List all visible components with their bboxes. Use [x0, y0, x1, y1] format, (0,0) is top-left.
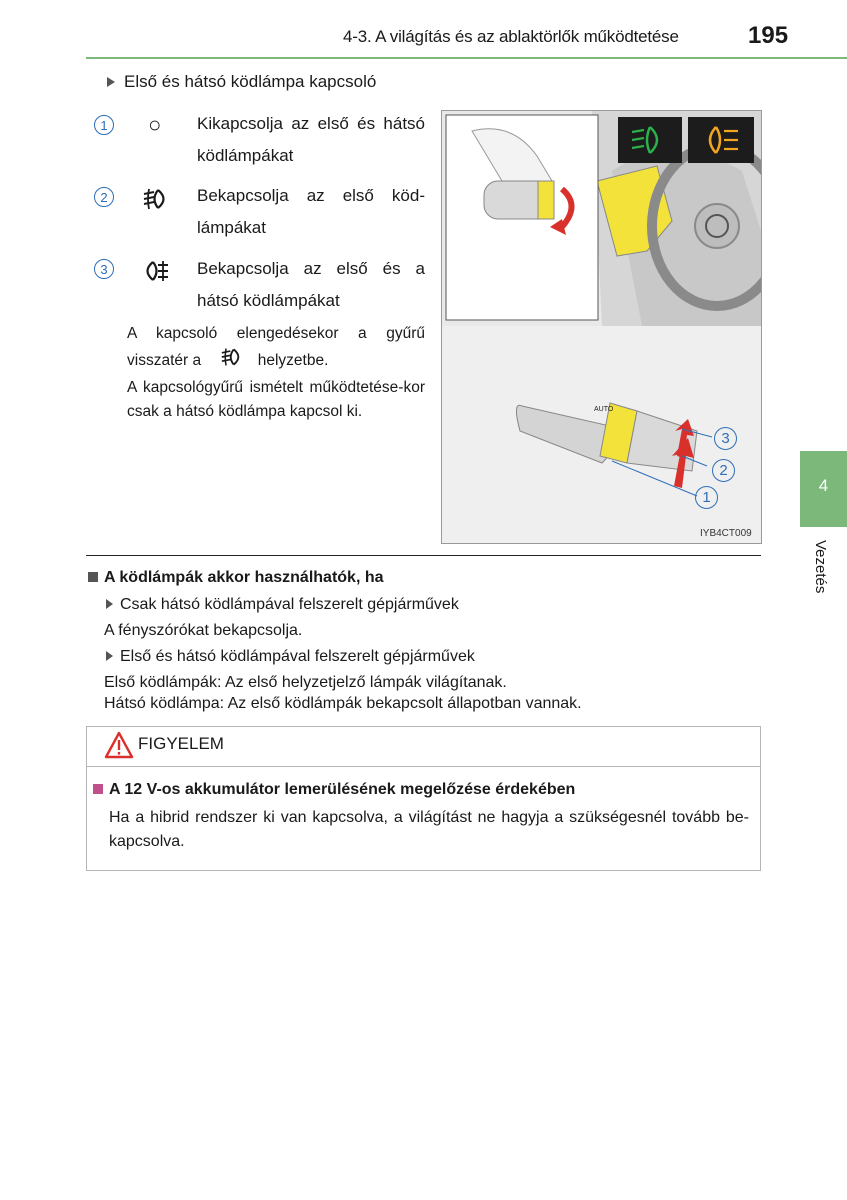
- triangle-bullet-icon: [106, 599, 113, 609]
- release-note: [127, 322, 425, 376]
- callout-2: 2: [712, 459, 735, 482]
- header-rule: [86, 57, 847, 59]
- usage-heading: [88, 569, 384, 587]
- release-note-text-b: helyzetbe.: [257, 352, 329, 370]
- triangle-bullet-icon: [106, 651, 113, 661]
- usage-line-1-text: Csak hátsó ködlámpával felszerelt gépjárművek: [120, 596, 459, 613]
- off-symbol-icon: ○: [148, 112, 162, 137]
- fog-switch-illustration: [441, 110, 762, 544]
- triangle-bullet-icon: [107, 77, 115, 87]
- illustration-code: IYB4CT009: [700, 528, 752, 539]
- usage-line-1: [106, 596, 459, 614]
- item-number-1: 1: [94, 115, 114, 135]
- chapter-label: Vezetés: [812, 540, 829, 594]
- front-fog-icon: [141, 186, 171, 217]
- item-3-text: Bekapcsolja az első és a hátsó ködlámpákat: [197, 259, 425, 310]
- item-1-text: Kikapcsolja az első és hátsó ködlámpákat: [197, 114, 425, 165]
- callout-3: 3: [714, 427, 737, 450]
- warning-heading-text: A 12 V-os akkumulátor lemerülésének megelőzése érdekében: [109, 781, 576, 798]
- repeat-note: A kapcsológyűrű ismételt működtetése-kor csak a hátsó ködlámpa kapcsol ki.: [127, 379, 425, 420]
- usage-line-4: Első ködlámpák: Az első helyzetjelző lámpák világítanak.: [104, 674, 507, 691]
- callout-1: 1: [695, 486, 718, 509]
- usage-heading-text: A ködlámpák akkor használhatók, ha: [104, 569, 384, 586]
- warning-title: FIGYELEM: [138, 734, 224, 753]
- warning-separator: [86, 766, 761, 767]
- square-bullet-icon: [93, 784, 103, 794]
- warning-heading: [93, 781, 575, 799]
- warning-triangle-icon: [104, 731, 134, 764]
- fog-switch-heading: [107, 72, 376, 92]
- usage-line-2: A fényszórókat bekapcsolja.: [104, 622, 303, 639]
- item-2-text: Bekapcsolja az első köd-lámpákat: [197, 186, 425, 237]
- front-fog-inline-icon: [219, 346, 245, 376]
- fog-switch-heading-text: Első és hátsó ködlámpa kapcsoló: [124, 72, 377, 91]
- section-rule: [86, 555, 761, 556]
- usage-line-3-text: Első és hátsó ködlámpával felszerelt gépjárművek: [120, 648, 475, 665]
- chapter-tab: 4: [800, 451, 847, 527]
- usage-line-3: [106, 648, 475, 666]
- square-bullet-icon: [88, 572, 98, 582]
- page-number: 195: [748, 22, 789, 49]
- item-number-3: 3: [94, 259, 114, 279]
- rear-fog-icon: [141, 258, 171, 289]
- warning-text: Ha a hibrid rendszer ki van kapcsolva, a világítást ne hagyja a szükségesnél tovább be-kapcsolva.: [109, 809, 749, 850]
- section-title: 4-3. A világítás és az ablaktörlők működtetése: [343, 27, 679, 46]
- switch-auto-label: AUTO: [594, 406, 614, 413]
- release-note-text-a: A kapcsoló elengedésekor a gyűrű visszatér a: [127, 325, 425, 370]
- item-number-2: 2: [94, 187, 114, 207]
- usage-line-5: Hátsó ködlámpa: Az első ködlámpák bekapcsolt állapotban vannak.: [104, 695, 582, 712]
